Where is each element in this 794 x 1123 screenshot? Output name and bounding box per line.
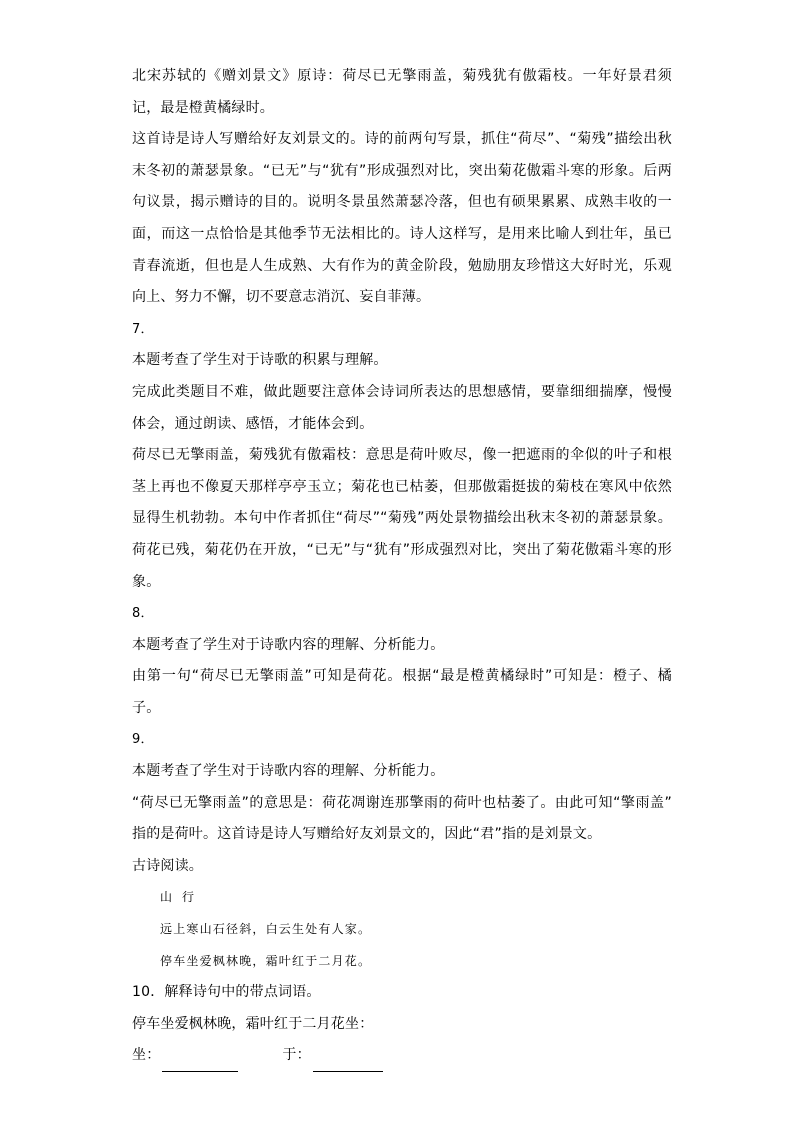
section-title: 古诗阅读。 bbox=[132, 857, 203, 874]
question-topic: 本题考查了学生对于诗歌的积累与理解。 bbox=[132, 352, 388, 369]
blank-label-yu: 于： bbox=[282, 1047, 311, 1064]
question-topic: 本题考查了学生对于诗歌内容的理解、分析能力。 bbox=[132, 763, 445, 780]
fill-in-row bbox=[132, 1040, 672, 1072]
question-7-answer bbox=[132, 314, 672, 598]
analysis-paragraph bbox=[132, 124, 672, 314]
analysis-line: 句议景，揭示赠诗的目的。说明冬景虽然萧瑟冷落，但也有硕果累累、成熟丰收的一 bbox=[132, 194, 672, 211]
answer-blank-yu[interactable] bbox=[313, 1054, 383, 1072]
answer-line-1: “荷尽已无擎雨盖”的意思是：荷花凋谢连那擎雨的荷叶也枯萎了。由此可知“擎雨盖” bbox=[132, 794, 672, 811]
analysis-line: 青春流逝，但也是人生成熟、大有作为的黄金阶段，勉励朋友珍惜这大好时光，乐观 bbox=[132, 257, 672, 274]
method-line-2: 体会，通过朗读、感悟，才能体会到。 bbox=[132, 415, 374, 432]
analysis-line: 这首诗是诗人写赠给好友刘景文的。诗的前两句写景，抓住“荷尽”、“菊残”描绘出秋 bbox=[132, 131, 672, 148]
question-verse: 停车坐爱枫林晚，霜叶红于二月花坐： bbox=[132, 1015, 374, 1032]
method-line-1: 完成此类题目不难，做此题要注意体会诗词所表达的思想感情，要靠细细揣摩，慢慢 bbox=[132, 383, 672, 400]
poem-block bbox=[132, 882, 672, 977]
poem-line-1: 远上寒山石径斜，白云生处有人家。 bbox=[160, 922, 372, 937]
question-number: 8． bbox=[132, 606, 154, 622]
question-number: 7． bbox=[132, 321, 154, 337]
explanation-line: 象。 bbox=[132, 573, 161, 590]
intro-line-2: 记，最是橙黄橘绿时。 bbox=[132, 99, 274, 116]
document-page bbox=[132, 61, 672, 1072]
question-10 bbox=[132, 977, 672, 1072]
question-9-answer bbox=[132, 724, 672, 850]
answer-line-2: 子。 bbox=[132, 699, 161, 716]
analysis-line: 面，而这一点恰恰是其他季节无法相比的。诗人这样写，是用来比喻人到壮年，虽已 bbox=[132, 225, 672, 242]
analysis-line: 末冬初的萧瑟景象。“已无”与“犹有”形成强烈对比，突出菊花傲霜斗寒的形象。后两 bbox=[132, 162, 672, 179]
explanation-line: 显得生机勃勃。本句中作者抓住“荷尽”“菊残”两处景物描绘出秋末冬初的萧瑟景象。 bbox=[132, 510, 672, 527]
question-8-answer bbox=[132, 598, 672, 724]
intro-line-1: 北宋苏轼的《赠刘景文》原诗：荷尽已无擎雨盖，菊残犹有傲霜枝。一年好景君须 bbox=[132, 68, 672, 84]
explanation-line: 荷尽已无擎雨盖，菊残犹有傲霜枝：意思是荷叶败尽，像一把遮雨的伞似的叶子和根 bbox=[132, 447, 672, 464]
question-number: 9． bbox=[132, 732, 154, 748]
poem-line-2: 停车坐爱枫林晚，霜叶红于二月花。 bbox=[160, 953, 372, 968]
explanation-line: 荷花已残，菊花仍在开放，“已无”与“犹有”形成强烈对比，突出了菊花傲霜斗寒的形 bbox=[132, 541, 672, 558]
answer-line-2: 指的是荷叶。这首诗是诗人写赠给好友刘景文的，因此“君”指的是刘景文。 bbox=[132, 826, 602, 843]
answer-blank-zuo[interactable] bbox=[162, 1054, 238, 1072]
blank-label-zuo: 坐： bbox=[132, 1047, 161, 1064]
poem-title: 山行 bbox=[160, 890, 205, 905]
question-topic: 本题考查了学生对于诗歌内容的理解、分析能力。 bbox=[132, 636, 445, 653]
answer-line-1: 由第一句“荷尽已无擎雨盖”可知是荷花。根据“最是橙黄橘绿时”可知是：橙子、橘 bbox=[132, 668, 672, 685]
question-text: 10．解释诗句中的带点词语。 bbox=[132, 984, 321, 1001]
explanation-line: 茎上再也不像夏天那样亭亭玉立；菊花也已枯萎，但那傲霜挺拔的菊枝在寒风中依然 bbox=[132, 478, 672, 495]
analysis-line: 向上、努力不懈，切不要意志消沉、妄自菲薄。 bbox=[132, 289, 431, 306]
